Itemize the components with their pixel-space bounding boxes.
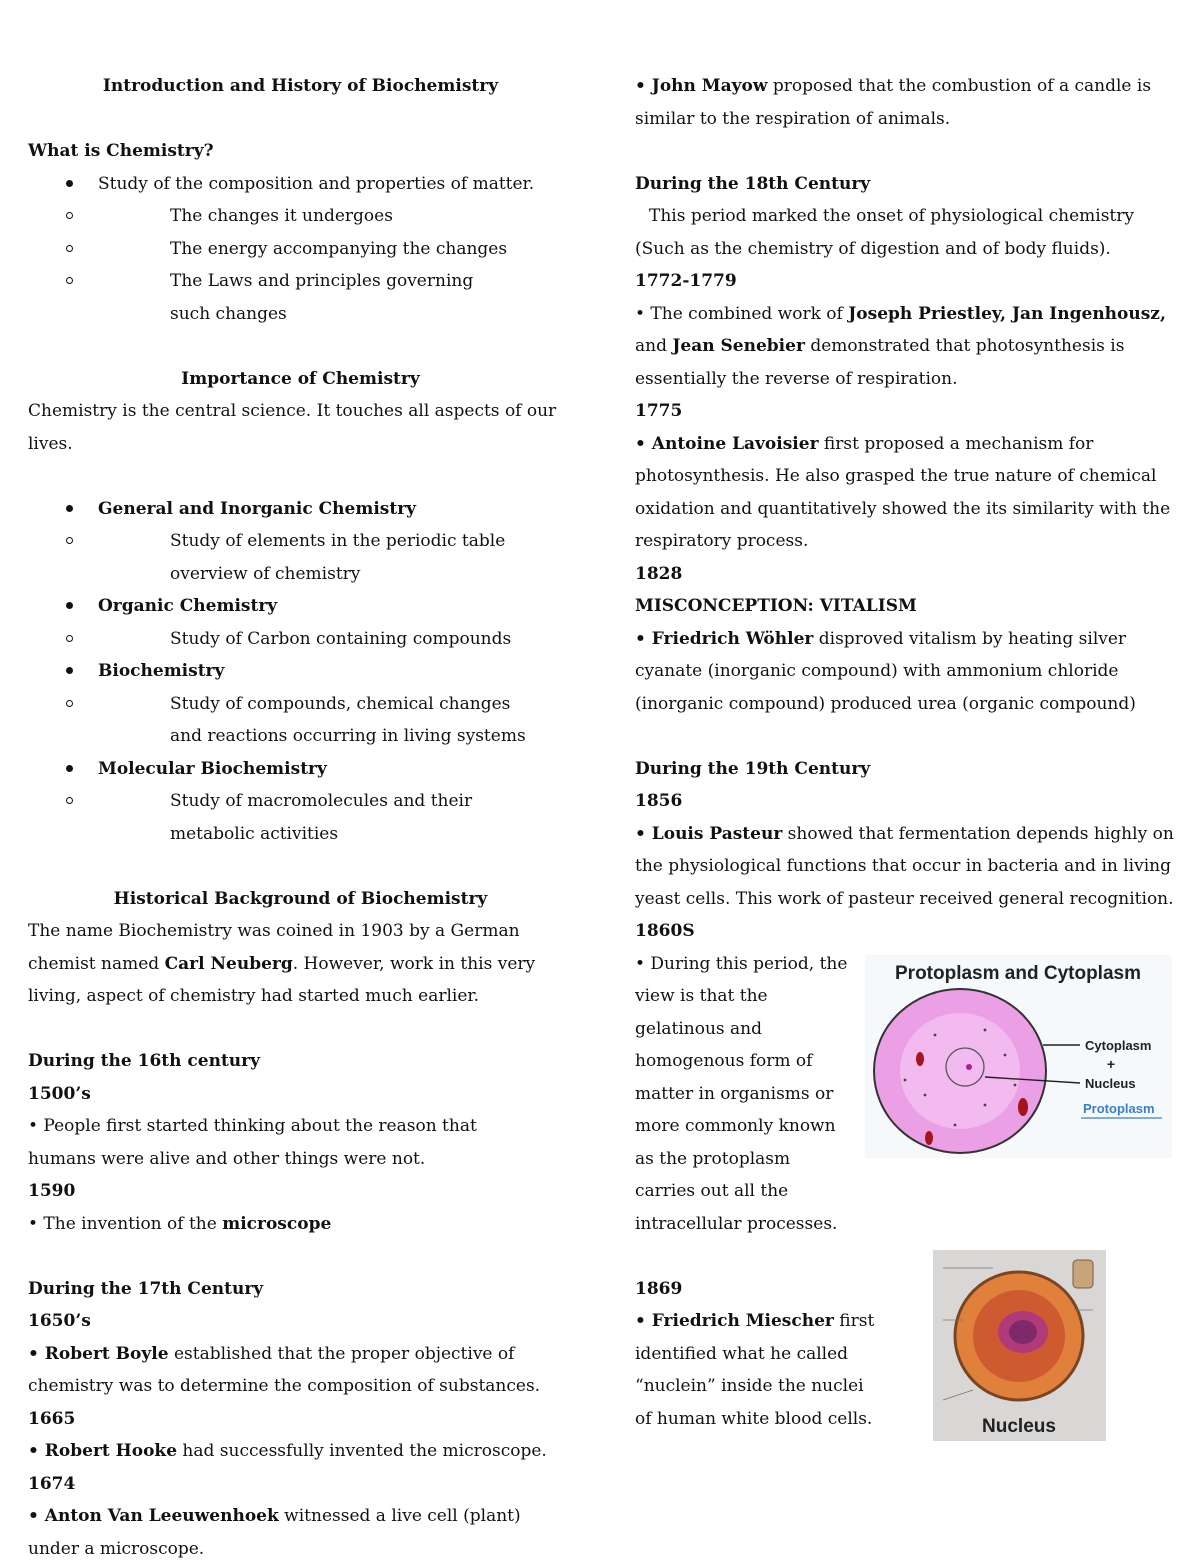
plus-label: + [1106, 1056, 1116, 1072]
organelle-shape [1018, 1098, 1028, 1116]
historical-text-part: . However, work in this very living, aspect of chemistry had started much earlier. [28, 953, 536, 1006]
entry-bold: • Louis Pasteur [635, 823, 783, 844]
century-16-heading: During the 16th century [28, 1051, 260, 1071]
granule-dot [1014, 1084, 1017, 1087]
entry-text: first proposed a mechanism for photosynthesis. He also grasped the true nature of chemical oxidation and quantitatively showed the its similarity with the respiratory process. [635, 433, 1171, 551]
granule-dot [904, 1079, 907, 1082]
list-item [28, 655, 573, 753]
figure-title: Protoplasm and Cytoplasm [895, 963, 1141, 984]
branch-name: General and Inorganic Chemistry [98, 498, 417, 519]
entry-pasteur [635, 818, 1180, 916]
branches-list [28, 493, 573, 851]
entry-bold: • John Mayow [635, 76, 768, 96]
entry-miescher [635, 1305, 880, 1435]
list-item [28, 168, 573, 331]
list-item: The Laws and principles governing such changes [28, 265, 500, 330]
granule-dot [934, 1034, 937, 1037]
nucleus-diagram [933, 1250, 1106, 1441]
label-line [943, 1390, 973, 1400]
year-1860s: 1860S [635, 921, 695, 941]
year-1856: 1856 [635, 791, 683, 811]
nucleolus-shape [1009, 1320, 1037, 1344]
century-18-heading: During the 18th Century [635, 173, 871, 194]
list-item [28, 590, 573, 655]
historical-text-part: The name Biochemistry was coined in 1903 by a German chemist named [28, 921, 520, 974]
entry-bold: • Robert Boyle [28, 1343, 169, 1364]
sub-list [28, 525, 573, 590]
branch-name: Organic Chemistry [98, 596, 278, 616]
sub-list [28, 200, 573, 330]
entry-1674 [28, 1500, 573, 1565]
entry-text: disproved vitalism by heating silver cyanate (inorganic compound) with ammonium chloride (inorganic compound) produced urea (organic compound) [635, 628, 1136, 714]
entry-1590 [28, 1208, 573, 1241]
right-column [635, 70, 1180, 1435]
entry-bold: • Robert Hooke [28, 1441, 178, 1461]
left-column [28, 70, 573, 1565]
historical-text [28, 915, 573, 1013]
entry-bold: • Friedrich Wöhler [635, 628, 814, 649]
entry-1772 [635, 298, 1180, 396]
century-19-heading: During the 19th Century [635, 758, 871, 779]
sub-list [28, 785, 573, 850]
what-is-chemistry-heading: What is Chemistry? [28, 141, 214, 161]
entry-mayow [635, 70, 1180, 135]
entry-text: showed that fermentation depends highly on the physiological functions that occur in bacteria and in living yeast cells. This work of pasteur received general recognition. [635, 823, 1174, 909]
nucleus-label: Nucleus [1085, 1076, 1136, 1091]
list-item-text: Study of the composition and properties of matter. [98, 173, 535, 194]
entry-bold: Jean Senebier [672, 336, 805, 356]
document-title: Introduction and History of Biochemistry [102, 76, 499, 96]
year-1590: 1590 [28, 1181, 76, 1201]
entry-wohler [635, 623, 1180, 721]
cytoplasm-label: Cytoplasm [1085, 1038, 1152, 1053]
nucleolus-shape [966, 1064, 972, 1070]
misconception-heading: MISCONCEPTION: VITALISM [635, 596, 917, 616]
granule-dot [984, 1104, 987, 1107]
entry-bold: • Anton Van Leeuwenhoek [28, 1506, 279, 1526]
sub-list [28, 623, 573, 656]
entry-text: and [635, 336, 673, 356]
granule-dot [984, 1029, 987, 1032]
list-item: The changes it undergoes [28, 200, 573, 233]
century-17-heading: During the 17th Century [28, 1278, 264, 1299]
entry-bold: • Friedrich Miescher [635, 1311, 834, 1331]
protoplasm-label: Protoplasm [1083, 1101, 1155, 1116]
historical-heading: Historical Background of Biochemistry [113, 888, 488, 909]
entry-1665 [28, 1435, 573, 1468]
importance-text: Chemistry is the central science. It touches all aspects of our lives. [28, 401, 557, 454]
granule-dot [1004, 1054, 1007, 1057]
year-1828: 1828 [635, 563, 683, 584]
entry-bold: • Antoine Lavoisier [635, 433, 819, 454]
entry-text: witnessed a live cell (plant) under a microscope. [28, 1506, 521, 1559]
entry-text: • The invention of the [28, 1213, 223, 1234]
entry-text: proposed that the combustion of a candle is similar to the respiration of animals. [635, 76, 1152, 129]
year-1665: 1665 [28, 1408, 76, 1429]
historical-name: Carl Neuberg [164, 953, 293, 974]
entry-text: • The combined work of [635, 303, 849, 324]
entry-text: had successfully invented the microscope. [177, 1441, 547, 1461]
entry-1500s: • People first started thinking about the reason that humans were alive and other things were not. [28, 1116, 477, 1169]
entry-1650s [28, 1338, 573, 1403]
cell-shading [900, 1013, 1020, 1129]
entry-bold: Joseph Priestley, Jan Ingenhousz, [848, 303, 1166, 324]
granule-dot [954, 1124, 957, 1127]
list-item: The energy accompanying the changes [28, 233, 573, 266]
protoplasm-diagram [865, 955, 1172, 1158]
thumbnail-shape [1073, 1260, 1093, 1288]
nucleus-figure [933, 1250, 1106, 1441]
entry-text: first identified what he called “nuclein” inside the nuclei of human white blood cells. [635, 1311, 875, 1429]
organelle-shape [925, 1131, 933, 1145]
branch-desc: Study of elements in the periodic table overview of chemistry [28, 525, 573, 590]
what-is-chemistry-list [28, 168, 573, 331]
century-18-text: This period marked the onset of physiological chemistry (Such as the chemistry of digestion and of body fluids). [635, 206, 1134, 259]
list-item [28, 493, 573, 591]
year-1674: 1674 [28, 1473, 76, 1494]
sub-list [28, 688, 573, 753]
branch-desc: Study of Carbon containing compounds [28, 623, 573, 656]
entry-1860s: • During this period, the view is that the gelatinous and homogenous form of matter in organisms or more commonly known as the protoplasm carries out all the intracellular processes. [635, 953, 848, 1234]
branch-name: Molecular Biochemistry [98, 758, 327, 779]
entry-text: demonstrated that photosynthesis is essentially the reverse of respiration. [635, 336, 1125, 389]
year-1500s: 1500’s [28, 1083, 91, 1104]
entry-bold: microscope [222, 1213, 332, 1234]
importance-heading: Importance of Chemistry [181, 368, 420, 389]
entry-text: established that the proper objective of chemistry was to determine the composition of substances. [28, 1343, 541, 1396]
year-1772: 1772-1779 [635, 271, 737, 291]
branch-desc: Study of compounds, chemical changes and reactions occurring in living systems [28, 688, 530, 753]
year-1775: 1775 [635, 401, 683, 421]
list-item [28, 753, 573, 851]
branch-name: Biochemistry [98, 661, 225, 681]
year-1650s: 1650’s [28, 1311, 91, 1331]
nucleus-label: Nucleus [982, 1416, 1056, 1437]
entry-1775 [635, 428, 1180, 558]
year-1869: 1869 [635, 1278, 683, 1299]
organelle-shape [916, 1052, 924, 1066]
protoplasm-figure [865, 955, 1172, 1158]
granule-dot [924, 1094, 927, 1097]
branch-desc: Study of macromolecules and their metabolic activities [28, 785, 545, 850]
